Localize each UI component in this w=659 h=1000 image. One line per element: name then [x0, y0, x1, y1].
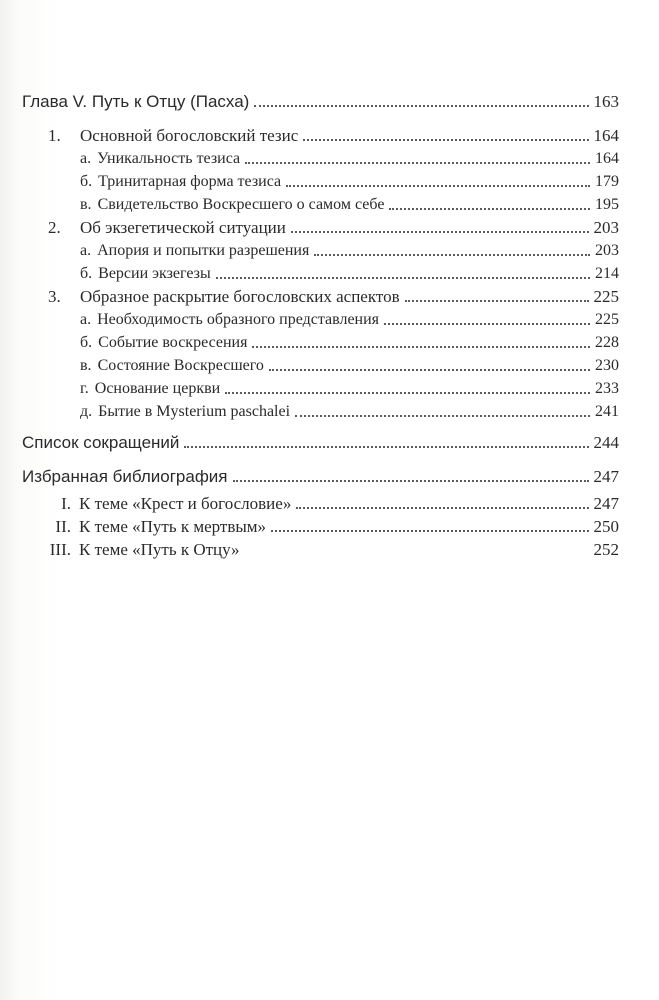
- page-number: 244: [593, 433, 619, 452]
- section-number: 2.: [48, 218, 61, 237]
- subsection-title: [80, 379, 220, 399]
- toc-bibliography-item[interactable]: [55, 517, 619, 537]
- bibliography-item-title: К теме «Путь к мертвым»: [79, 517, 267, 536]
- section-number: 3.: [48, 287, 61, 306]
- toc-bibliography[interactable]: [22, 467, 619, 487]
- toc-subsection[interactable]: [80, 195, 619, 215]
- leader-dots: [225, 392, 590, 394]
- subsection-title: [80, 310, 379, 330]
- page-number: 247: [593, 494, 619, 513]
- leader-dots: [184, 446, 588, 448]
- leader-dots: [216, 277, 590, 279]
- bibliography-item-title: К теме «Путь к Отцу»: [79, 540, 240, 559]
- page-number: 233: [595, 380, 619, 397]
- roman-numeral: I.: [61, 494, 71, 513]
- leader-dots: [296, 507, 588, 509]
- toc-subsection[interactable]: [80, 379, 619, 399]
- leader-dots: [252, 346, 590, 348]
- subsection-letter: а.: [80, 242, 92, 259]
- toc-abbreviations[interactable]: [22, 433, 619, 453]
- section-title: Об экзегетической ситуации: [80, 218, 286, 237]
- chapter-title: Глава V. Путь к Отцу (Пасха): [22, 92, 250, 111]
- page-number: 163: [593, 92, 619, 111]
- leader-dots: [245, 162, 590, 164]
- page-number: 225: [595, 311, 619, 328]
- subsection-letter: в.: [80, 357, 92, 374]
- subsection-text: Версии экзегезы: [98, 265, 211, 282]
- subsection-letter: в.: [80, 196, 92, 213]
- leader-dots: [405, 300, 589, 302]
- roman-numeral: III.: [49, 540, 71, 559]
- subsection-letter: б.: [80, 173, 93, 190]
- subsection-text: Апория и попытки разрешения: [97, 242, 310, 259]
- leader-dots: [303, 139, 588, 141]
- page-number: 230: [595, 357, 619, 374]
- bibliography-title: Избранная библиография: [22, 467, 228, 486]
- subsection-text: Уникальность тезиса: [97, 150, 241, 167]
- leader-dots: [254, 105, 588, 107]
- subsection-title: [80, 195, 384, 215]
- page-number: 241: [595, 403, 619, 420]
- page-number: 247: [593, 467, 619, 486]
- subsection-title: [80, 172, 281, 192]
- leader-dots: [233, 480, 589, 482]
- subsection-text: Событие воскресения: [98, 334, 248, 351]
- subsection-title: [80, 241, 309, 261]
- bibliography-item-title: К теме «Крест и богословие»: [79, 494, 292, 513]
- toc-subsection[interactable]: [80, 310, 619, 330]
- toc-subsection[interactable]: [80, 402, 619, 422]
- subsection-text: Тринитарная форма тезиса: [98, 173, 282, 190]
- leader-dots: [291, 231, 589, 233]
- toc-bibliography-item[interactable]: [61, 494, 619, 514]
- section-title: Образное раскрытие богословских аспектов: [80, 287, 400, 306]
- section-number: 1.: [48, 126, 61, 145]
- subsection-letter: а.: [80, 150, 92, 167]
- roman-numeral: II.: [55, 517, 71, 536]
- subsection-title: [80, 264, 211, 284]
- toc-chapter-5[interactable]: [22, 92, 619, 112]
- toc-subsection[interactable]: [80, 264, 619, 284]
- subsection-text: Состояние Воскресшего: [97, 357, 264, 374]
- page-number: 214: [595, 265, 619, 282]
- subsection-text: Необходимость образного представления: [97, 311, 380, 328]
- page-number: 228: [595, 334, 619, 351]
- subsection-title: [80, 356, 264, 376]
- subsection-title: [80, 149, 240, 169]
- toc-subsection[interactable]: [80, 333, 619, 353]
- leader-dots: [271, 530, 588, 532]
- toc-section-2[interactable]: [48, 218, 619, 238]
- toc-subsection[interactable]: [80, 172, 619, 192]
- section-title: Основной богословский тезис: [80, 126, 299, 145]
- subsection-letter: а.: [80, 311, 92, 328]
- subsection-text: Бытие в Mysterium paschalei: [98, 403, 291, 420]
- subsection-title: [80, 402, 290, 422]
- page-number: 164: [595, 150, 619, 167]
- leader-dots: [384, 323, 590, 325]
- page-number: 225: [593, 287, 619, 306]
- page-number: 179: [595, 173, 619, 190]
- toc-subsection[interactable]: [80, 356, 619, 376]
- page-number: 203: [593, 218, 619, 237]
- page-number: 164: [593, 126, 619, 145]
- toc-section-3[interactable]: [48, 287, 619, 307]
- toc-section-1[interactable]: [48, 126, 619, 146]
- subsection-letter: г.: [80, 380, 89, 397]
- abbreviations-title: Список сокращений: [22, 433, 180, 452]
- page-number: 195: [595, 196, 619, 213]
- leader-dots: [314, 254, 590, 256]
- toc-bibliography-item[interactable]: [49, 540, 619, 560]
- page-number: 203: [595, 242, 619, 259]
- subsection-text: Свидетельство Воскресшего о самом себе: [97, 196, 385, 213]
- subsection-title: [80, 333, 247, 353]
- subsection-letter: б.: [80, 265, 93, 282]
- subsection-letter: д.: [80, 403, 93, 420]
- leader-dots: [286, 185, 590, 187]
- leader-dots: [295, 415, 590, 417]
- leader-dots: [269, 369, 590, 371]
- page-number: 252: [593, 540, 619, 559]
- toc-subsection[interactable]: [80, 241, 619, 261]
- toc-subsection[interactable]: [80, 149, 619, 169]
- subsection-letter: б.: [80, 334, 93, 351]
- subsection-text: Основание церкви: [94, 380, 221, 397]
- leader-dots: [389, 208, 590, 210]
- page-number: 250: [593, 517, 619, 536]
